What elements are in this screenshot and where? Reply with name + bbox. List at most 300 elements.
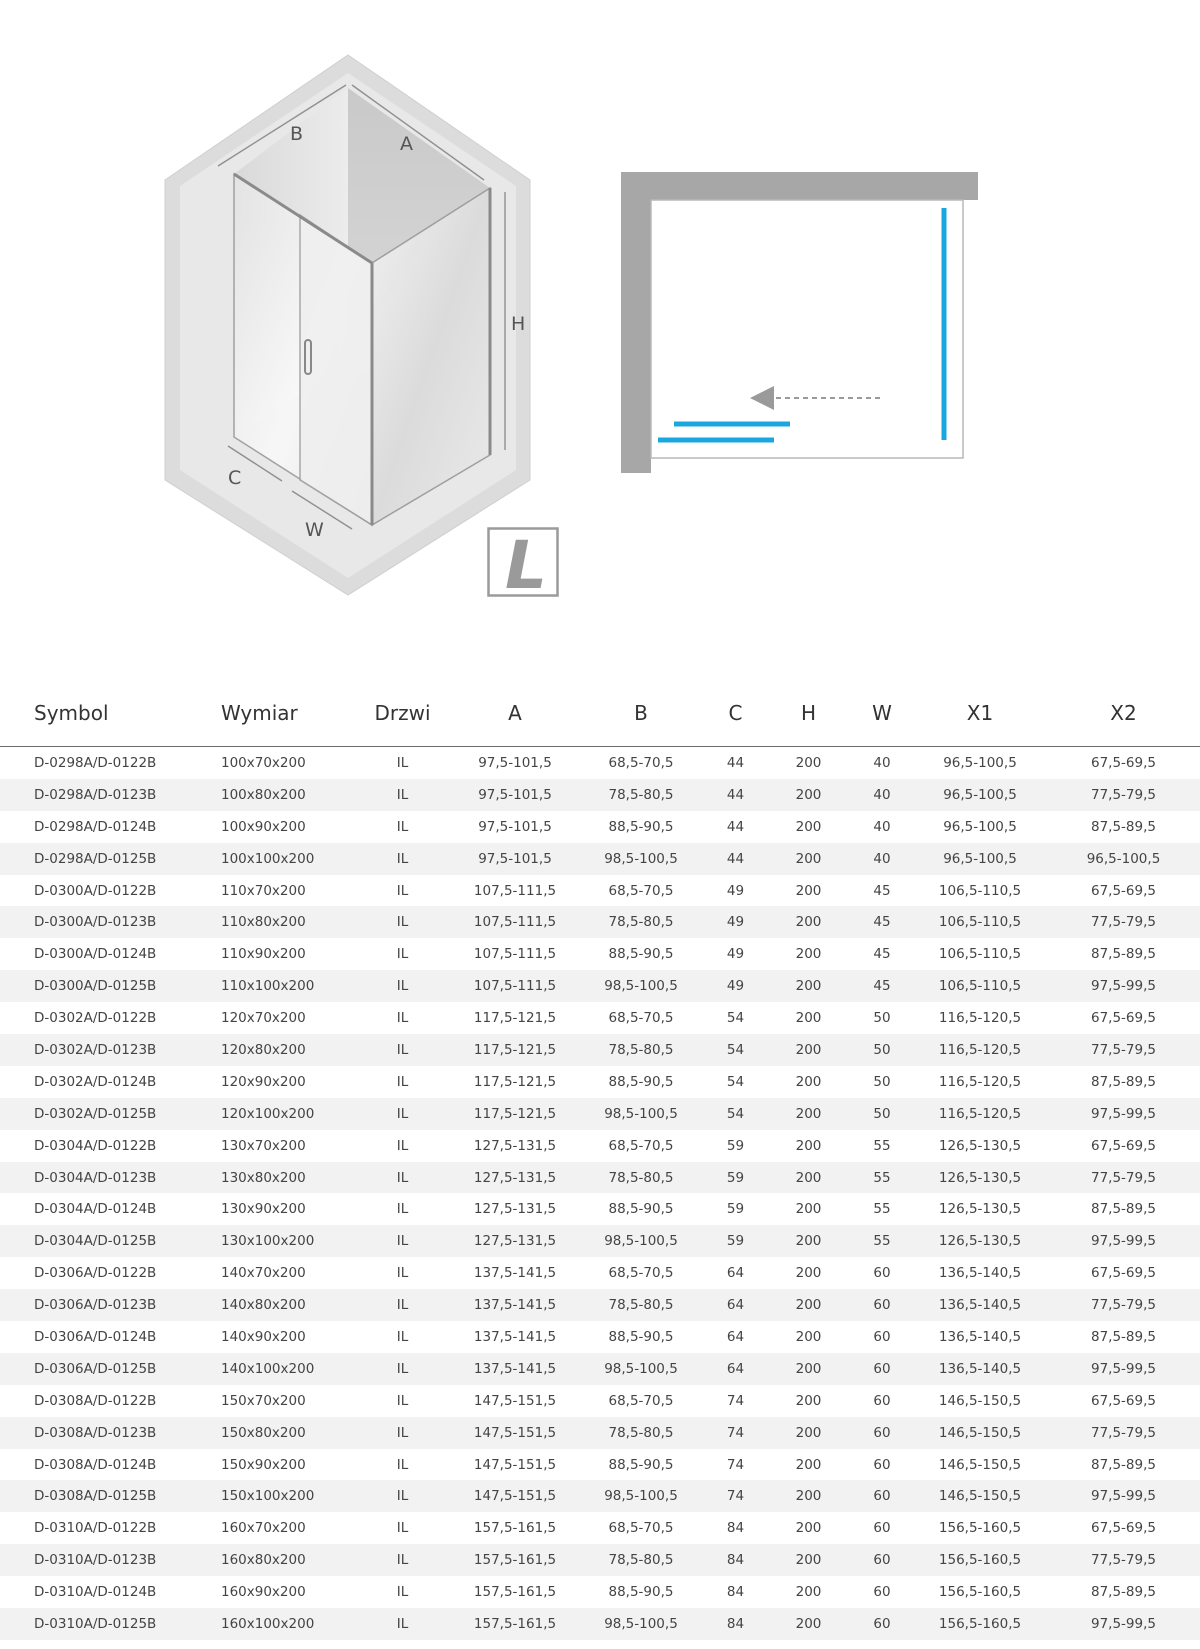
cell-symbol: D-0310A/D-0122B [34,1520,157,1537]
cell-c: 44 [726,754,745,771]
cell-x1: 106,5-110,5 [938,882,1022,899]
table-row [0,1544,1200,1576]
cell-b: 88,5-90,5 [608,946,674,963]
cell-w: 60 [873,1456,891,1473]
cell-c: 59 [726,1201,745,1218]
cell-x1: 156,5-160,5 [938,1584,1022,1601]
cell-b: 68,5-70,5 [608,1010,674,1027]
cell-h: 200 [766,1289,851,1321]
cell-symbol: D-0302A/D-0124B [34,1073,157,1090]
cell-c: 54 [705,1098,766,1130]
cell-x2: 67,5-69,5 [1091,754,1156,771]
cell-x1: 146,5-150,5 [938,1392,1022,1409]
cell-a: 157,5-161,5 [453,1544,577,1576]
cell-h: 200 [795,1010,822,1027]
cell-b: 78,5-80,5 [577,1544,705,1576]
cell-x2: 67,5-69,5 [1091,1392,1156,1409]
cell-symbol: D-0300A/D-0125B [0,970,209,1002]
cell-symbol: D-0310A/D-0123B [0,1544,209,1576]
plan-view-drawing [620,170,980,475]
cell-symbol: D-0310A/D-0125B [0,1608,209,1640]
cell-h: 200 [766,1034,851,1066]
cell-h: 200 [795,1073,822,1090]
cell-w: 45 [873,946,891,963]
table-row [0,779,1200,811]
cell-drzwi: IL [352,1417,453,1449]
cell-c: 49 [726,882,745,899]
table-row [0,906,1200,938]
cell-x2: 97,5-99,5 [1047,1480,1200,1512]
cell-drzwi: IL [352,843,453,875]
cell-symbol: D-0298A/D-0124B [34,818,157,835]
cell-wymiar: 110x100x200 [209,970,352,1002]
cell-w: 55 [873,1201,891,1218]
cell-wymiar: 150x80x200 [209,1417,352,1449]
cell-w: 40 [851,779,913,811]
cell-x1: 126,5-130,5 [938,1201,1022,1218]
cell-w: 45 [851,906,913,938]
cell-wymiar: 120x80x200 [209,1034,352,1066]
cell-b: 78,5-80,5 [577,779,705,811]
cell-w: 60 [873,1584,891,1601]
cell-h: 200 [766,1480,851,1512]
cell-wymiar: 120x70x200 [221,1010,306,1027]
left-side-badge [487,527,559,597]
cell-w: 50 [873,1073,891,1090]
cell-a: 147,5-151,5 [473,1392,557,1409]
cell-wymiar: 120x100x200 [209,1098,352,1130]
cell-wymiar: 150x90x200 [221,1456,306,1473]
cell-a: 107,5-111,5 [473,946,557,963]
header-wymiar: Wymiar [209,680,352,747]
cell-h: 200 [795,946,822,963]
cell-c: 84 [705,1608,766,1640]
cell-w: 40 [851,843,913,875]
cell-b: 98,5-100,5 [577,970,705,1002]
cell-c: 64 [726,1328,745,1345]
cell-a: 117,5-121,5 [453,1034,577,1066]
cell-w: 60 [851,1353,913,1385]
header-w: W [851,680,913,747]
header-b: B [577,680,705,747]
cell-h: 200 [766,1544,851,1576]
table-header-row [0,680,1200,747]
cell-x2: 87,5-89,5 [1091,818,1156,835]
cell-h: 200 [766,1353,851,1385]
cell-c: 49 [726,946,745,963]
cell-a: 117,5-121,5 [473,1073,557,1090]
cell-drzwi: IL [352,1608,453,1640]
cell-b: 78,5-80,5 [577,1417,705,1449]
cell-wymiar: 160x90x200 [221,1584,306,1601]
cell-b: 78,5-80,5 [577,1289,705,1321]
cell-h: 200 [795,1137,822,1154]
cell-drzwi: IL [396,1201,409,1218]
figures-area [0,0,1200,640]
cell-c: 54 [705,1034,766,1066]
cell-symbol: D-0302A/D-0125B [0,1098,209,1130]
cell-symbol: D-0308A/D-0124B [34,1456,157,1473]
header-a: A [453,680,577,747]
table-row [0,811,1200,843]
cell-a: 157,5-161,5 [473,1520,557,1537]
cell-c: 49 [705,970,766,1002]
cell-c: 74 [705,1417,766,1449]
dim-label-w: W [305,519,324,541]
cell-wymiar: 140x90x200 [221,1328,306,1345]
table-row [0,1225,1200,1257]
cell-drzwi: IL [352,1225,453,1257]
table-row [0,1353,1200,1385]
cell-x1: 126,5-130,5 [913,1225,1047,1257]
cell-symbol: D-0302A/D-0122B [34,1010,157,1027]
table-row [0,1449,1200,1481]
cell-x2: 67,5-69,5 [1091,882,1156,899]
cell-b: 98,5-100,5 [577,1098,705,1130]
cell-h: 200 [795,754,822,771]
cell-symbol: D-0306A/D-0122B [34,1265,157,1282]
cell-wymiar: 110x80x200 [209,906,352,938]
cell-a: 137,5-141,5 [473,1265,557,1282]
cell-x1: 126,5-130,5 [913,1162,1047,1194]
cell-a: 107,5-111,5 [453,906,577,938]
cell-b: 98,5-100,5 [577,1480,705,1512]
cell-symbol: D-0302A/D-0123B [0,1034,209,1066]
cell-w: 60 [873,1520,891,1537]
cell-x2: 67,5-69,5 [1091,1010,1156,1027]
cell-drzwi: IL [396,1073,409,1090]
cell-wymiar: 100x100x200 [209,843,352,875]
cell-c: 74 [705,1480,766,1512]
cell-w: 45 [851,970,913,1002]
cell-c: 49 [705,906,766,938]
cell-x1: 116,5-120,5 [938,1073,1022,1090]
cell-drzwi: IL [352,1289,453,1321]
cell-wymiar: 110x70x200 [221,882,306,899]
cell-symbol: D-0306A/D-0123B [0,1289,209,1321]
cell-wymiar: 150x100x200 [209,1480,352,1512]
cell-b: 68,5-70,5 [608,1265,674,1282]
cell-drzwi: IL [352,1353,453,1385]
cell-x1: 96,5-100,5 [913,843,1047,875]
cell-x1: 156,5-160,5 [913,1608,1047,1640]
cell-h: 200 [766,1608,851,1640]
table-row [0,1130,1200,1162]
cell-x2: 87,5-89,5 [1091,1584,1156,1601]
header-symbol: Symbol [0,680,209,747]
cell-x2: 87,5-89,5 [1091,1328,1156,1345]
cell-wymiar: 130x100x200 [209,1225,352,1257]
cell-b: 98,5-100,5 [577,1353,705,1385]
side-badge-letter: L [505,527,548,597]
cell-a: 117,5-121,5 [473,1010,557,1027]
cell-x2: 77,5-79,5 [1047,1289,1200,1321]
cell-h: 200 [766,779,851,811]
cell-symbol: D-0304A/D-0122B [34,1137,157,1154]
cell-x1: 146,5-150,5 [913,1417,1047,1449]
cell-h: 200 [766,970,851,1002]
cell-symbol: D-0300A/D-0124B [34,946,157,963]
header-h: H [766,680,851,747]
cell-c: 44 [705,843,766,875]
dim-label-c: C [228,467,242,489]
cell-x2: 77,5-79,5 [1047,1417,1200,1449]
cell-c: 74 [726,1456,745,1473]
cell-x1: 136,5-140,5 [913,1289,1047,1321]
cell-symbol: D-0300A/D-0123B [0,906,209,938]
cell-b: 88,5-90,5 [608,1584,674,1601]
cell-a: 107,5-111,5 [453,970,577,1002]
cell-c: 54 [726,1010,745,1027]
cell-wymiar: 100x90x200 [221,818,306,835]
table-row [0,1098,1200,1130]
cell-w: 40 [873,754,891,771]
cell-h: 200 [795,1584,822,1601]
cell-b: 88,5-90,5 [608,1456,674,1473]
table-row [0,843,1200,875]
cell-drzwi: IL [396,1520,409,1537]
cell-symbol: D-0304A/D-0124B [34,1201,157,1218]
table-row [0,1512,1200,1544]
cell-drzwi: IL [352,1098,453,1130]
cell-x1: 136,5-140,5 [938,1265,1022,1282]
cell-h: 200 [766,1098,851,1130]
cell-drzwi: IL [396,1456,409,1473]
cell-wymiar: 140x70x200 [221,1265,306,1282]
cell-c: 44 [705,779,766,811]
cell-x1: 156,5-160,5 [938,1520,1022,1537]
cell-w: 60 [851,1289,913,1321]
cell-drzwi: IL [352,1162,453,1194]
header-drzwi: Drzwi [352,680,453,747]
cell-a: 147,5-151,5 [473,1456,557,1473]
cell-c: 64 [705,1289,766,1321]
cell-c: 64 [726,1265,745,1282]
cell-b: 68,5-70,5 [608,1392,674,1409]
cell-c: 59 [726,1137,745,1154]
cell-h: 200 [795,1201,822,1218]
cell-symbol: D-0304A/D-0123B [0,1162,209,1194]
cell-a: 137,5-141,5 [453,1289,577,1321]
cell-a: 107,5-111,5 [473,882,557,899]
dim-label-h: H [511,313,526,335]
cell-c: 59 [705,1162,766,1194]
cell-x1: 96,5-100,5 [943,818,1017,835]
cell-x2: 87,5-89,5 [1091,1073,1156,1090]
enclosure-isometric-drawing [150,45,570,605]
cell-c: 84 [726,1584,745,1601]
cell-drzwi: IL [396,1584,409,1601]
cell-c: 74 [726,1392,745,1409]
table-row [0,1608,1200,1640]
cell-x1: 126,5-130,5 [938,1137,1022,1154]
cell-c: 84 [726,1520,745,1537]
cell-h: 200 [795,1328,822,1345]
table-row [0,1576,1200,1608]
cell-a: 137,5-141,5 [453,1353,577,1385]
cell-c: 64 [705,1353,766,1385]
cell-a: 97,5-101,5 [478,754,552,771]
dim-label-a: A [400,133,413,155]
cell-wymiar: 130x70x200 [221,1137,306,1154]
cell-x2: 97,5-99,5 [1047,1098,1200,1130]
cell-x2: 77,5-79,5 [1047,779,1200,811]
cell-w: 60 [851,1544,913,1576]
cell-w: 60 [851,1608,913,1640]
cell-a: 127,5-131,5 [473,1201,557,1218]
cell-symbol: D-0298A/D-0123B [0,779,209,811]
table-row [0,970,1200,1002]
cell-a: 157,5-161,5 [453,1608,577,1640]
cell-x2: 97,5-99,5 [1047,1353,1200,1385]
table-row [0,1162,1200,1194]
cell-x2: 87,5-89,5 [1091,946,1156,963]
table-row [0,747,1200,779]
table-body [0,747,1200,1640]
cell-x2: 87,5-89,5 [1091,1201,1156,1218]
cell-x1: 136,5-140,5 [913,1353,1047,1385]
cell-wymiar: 100x80x200 [209,779,352,811]
cell-w: 40 [873,818,891,835]
cell-symbol: D-0304A/D-0125B [0,1225,209,1257]
cell-w: 55 [851,1162,913,1194]
cell-h: 200 [766,906,851,938]
cell-b: 68,5-70,5 [608,754,674,771]
cell-w: 60 [873,1265,891,1282]
plan-floor-outline [651,200,963,458]
cell-x1: 116,5-120,5 [913,1098,1047,1130]
cell-symbol: D-0308A/D-0125B [0,1480,209,1512]
cell-drzwi: IL [352,1480,453,1512]
cell-b: 68,5-70,5 [608,1137,674,1154]
cell-h: 200 [795,1392,822,1409]
cell-h: 200 [795,882,822,899]
cell-drzwi: IL [352,1544,453,1576]
slide-direction-arrow-icon [750,386,774,410]
cell-b: 88,5-90,5 [608,1201,674,1218]
cell-h: 200 [795,1265,822,1282]
cell-wymiar: 130x90x200 [221,1201,306,1218]
cell-c: 59 [705,1225,766,1257]
cell-w: 60 [851,1480,913,1512]
cell-x2: 77,5-79,5 [1047,906,1200,938]
cell-h: 200 [766,843,851,875]
cell-w: 55 [873,1137,891,1154]
cell-symbol: D-0306A/D-0125B [0,1353,209,1385]
cell-b: 98,5-100,5 [577,1225,705,1257]
table-row [0,1480,1200,1512]
cell-drzwi: IL [352,970,453,1002]
cell-h: 200 [766,1225,851,1257]
cell-drzwi: IL [352,779,453,811]
table-row [0,1257,1200,1289]
cell-symbol: D-0300A/D-0122B [34,882,157,899]
cell-drzwi: IL [396,1010,409,1027]
table-row [0,1066,1200,1098]
cell-a: 97,5-101,5 [453,843,577,875]
cell-drzwi: IL [396,1137,409,1154]
cell-h: 200 [795,818,822,835]
cell-b: 78,5-80,5 [577,1034,705,1066]
cell-c: 84 [705,1544,766,1576]
cell-h: 200 [795,1520,822,1537]
cell-a: 117,5-121,5 [453,1098,577,1130]
cell-a: 127,5-131,5 [453,1162,577,1194]
cell-drzwi: IL [352,906,453,938]
cell-wymiar: 150x70x200 [221,1392,306,1409]
cell-a: 97,5-101,5 [478,818,552,835]
cell-drzwi: IL [396,1328,409,1345]
cell-w: 60 [873,1392,891,1409]
cell-x2: 77,5-79,5 [1047,1162,1200,1194]
cell-drzwi: IL [396,882,409,899]
cell-b: 68,5-70,5 [608,882,674,899]
cell-wymiar: 160x70x200 [221,1520,306,1537]
cell-x1: 116,5-120,5 [913,1034,1047,1066]
cell-drzwi: IL [396,818,409,835]
cell-b: 88,5-90,5 [608,818,674,835]
cell-w: 55 [851,1225,913,1257]
cell-drzwi: IL [352,1034,453,1066]
cell-x1: 136,5-140,5 [938,1328,1022,1345]
cell-wymiar: 140x100x200 [209,1353,352,1385]
cell-drzwi: IL [396,1392,409,1409]
cell-c: 54 [726,1073,745,1090]
table-row [0,1002,1200,1034]
cell-symbol: D-0308A/D-0123B [0,1417,209,1449]
table-row [0,1034,1200,1066]
cell-b: 78,5-80,5 [577,906,705,938]
cell-a: 127,5-131,5 [453,1225,577,1257]
cell-wymiar: 110x90x200 [221,946,306,963]
cell-b: 88,5-90,5 [608,1073,674,1090]
cell-x1: 146,5-150,5 [913,1480,1047,1512]
cell-a: 127,5-131,5 [473,1137,557,1154]
cell-w: 50 [851,1098,913,1130]
cell-x1: 106,5-110,5 [913,906,1047,938]
cell-h: 200 [766,1417,851,1449]
cell-x2: 67,5-69,5 [1091,1137,1156,1154]
cell-symbol: D-0298A/D-0125B [0,843,209,875]
cell-b: 98,5-100,5 [577,1608,705,1640]
cell-x2: 96,5-100,5 [1047,843,1200,875]
cell-x1: 146,5-150,5 [938,1456,1022,1473]
cell-x2: 67,5-69,5 [1091,1265,1156,1282]
cell-x2: 67,5-69,5 [1091,1520,1156,1537]
cell-a: 147,5-151,5 [453,1417,577,1449]
dim-label-b: B [290,123,304,145]
header-c: C [705,680,766,747]
table-row [0,1289,1200,1321]
cell-x1: 116,5-120,5 [938,1010,1022,1027]
cell-symbol: D-0298A/D-0122B [34,754,157,771]
cell-w: 50 [851,1034,913,1066]
cell-wymiar: 100x70x200 [221,754,306,771]
cell-h: 200 [795,1456,822,1473]
cell-a: 137,5-141,5 [473,1328,557,1345]
table-row [0,938,1200,970]
cell-a: 97,5-101,5 [453,779,577,811]
cell-w: 45 [873,882,891,899]
cell-drzwi: IL [396,1265,409,1282]
header-x2: X2 [1047,680,1200,747]
table-row [0,1417,1200,1449]
header-x1: X1 [913,680,1047,747]
cell-x2: 97,5-99,5 [1047,1608,1200,1640]
cell-symbol: D-0306A/D-0124B [34,1328,157,1345]
table-row [0,1321,1200,1353]
cell-a: 157,5-161,5 [473,1584,557,1601]
